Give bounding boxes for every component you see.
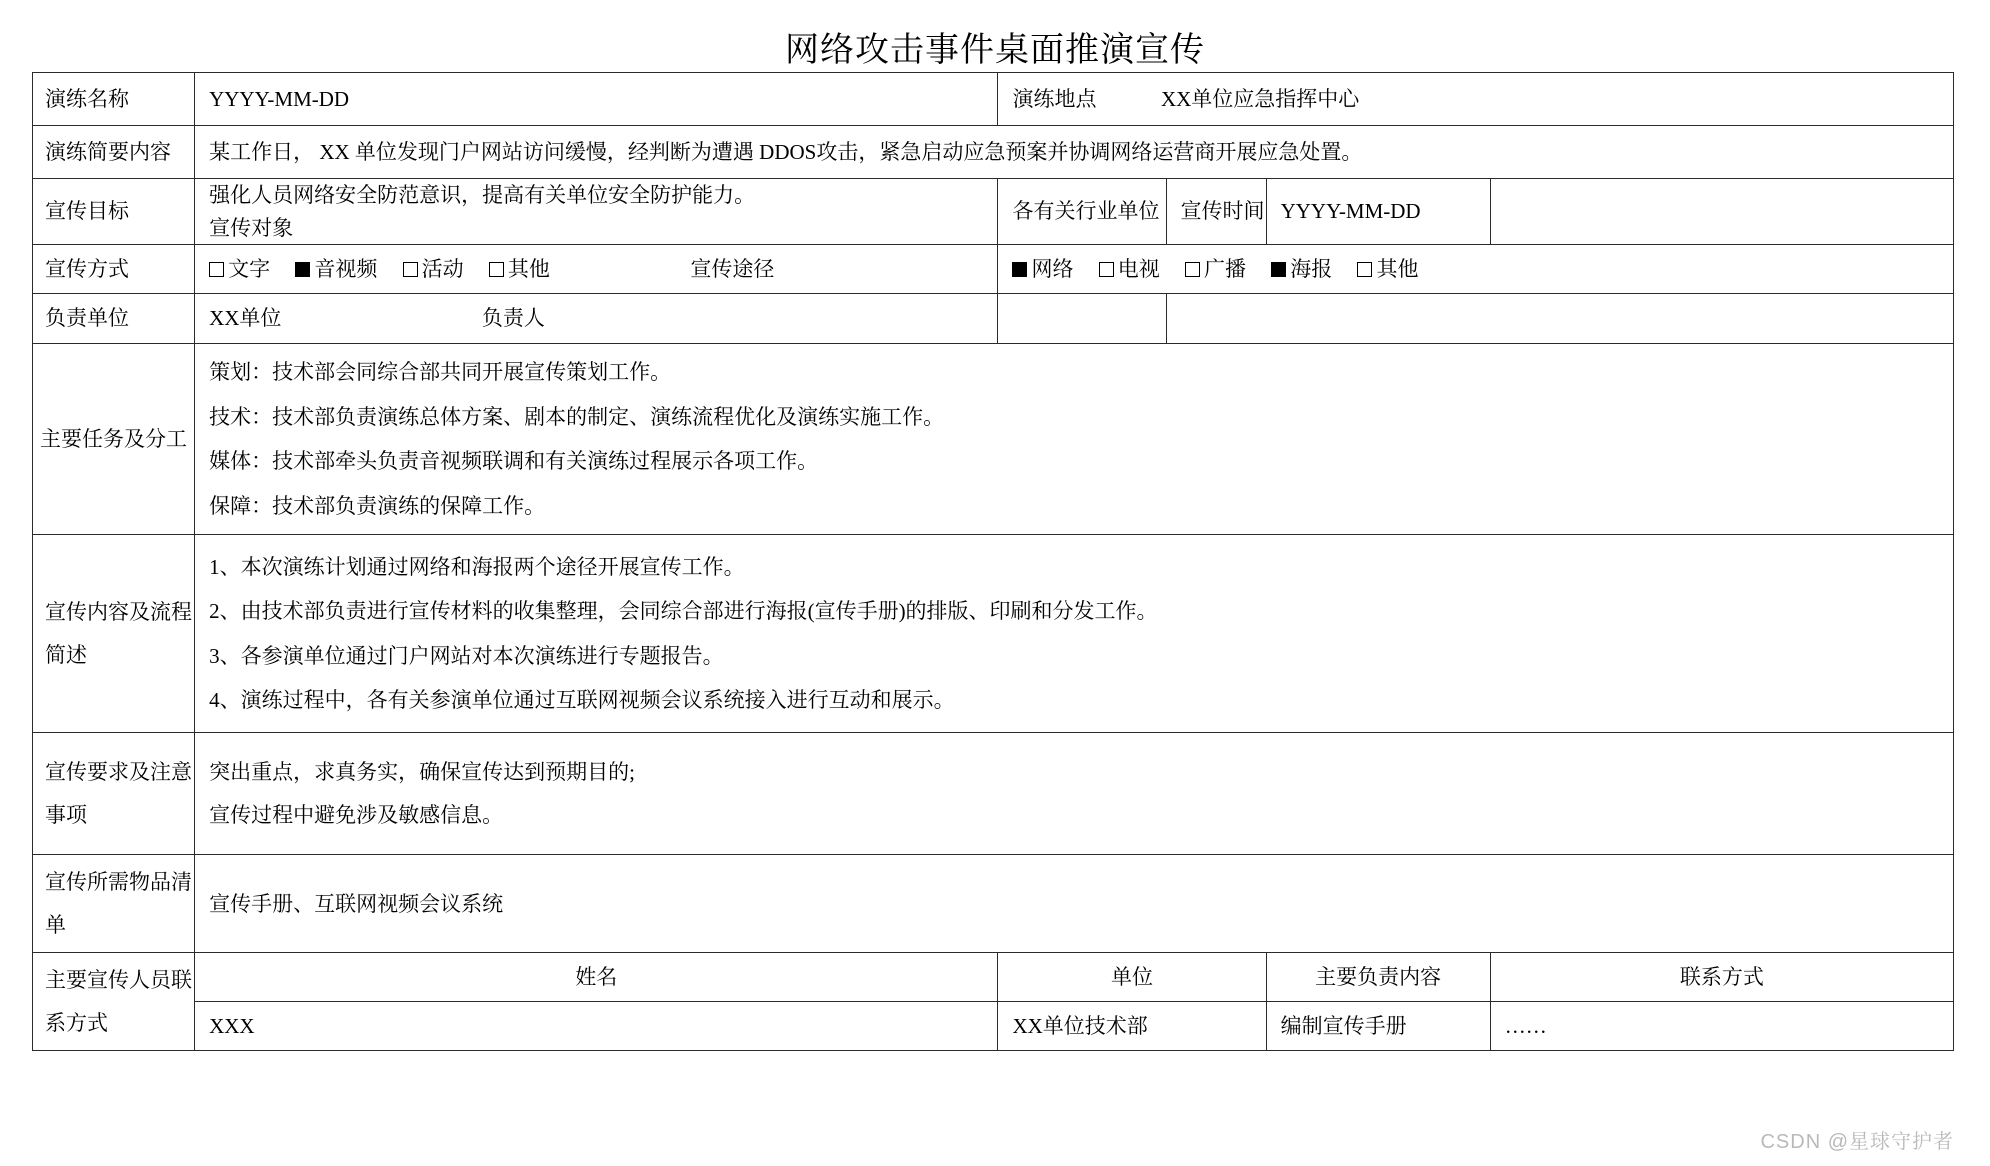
table-row-contacts-data: [33, 1002, 1954, 1051]
label-promo-audience: 宣传对象: [209, 215, 294, 240]
table-row-promo-content: [33, 535, 1954, 733]
label-responsible-person: 负责人: [481, 306, 545, 331]
checkbox-label: 其他: [1376, 256, 1419, 281]
table-row-promo-items: [33, 855, 1954, 953]
checkbox-label: 活动: [421, 256, 464, 281]
list-item: 策划：技术部会同综合部共同开展宣传策划工作。: [209, 360, 672, 385]
list-item: 宣传过程中避免涉及敏感信息。: [209, 802, 504, 827]
cell-contact-duty[interactable]: 编制宣传手册: [1266, 1002, 1490, 1051]
list-item: 2、由技术部负责进行宣传材料的收集整理，会同综合部进行海报(宣传手册)的排版、印刷和分发工作。: [209, 599, 1158, 624]
label-line: 宣传所需物品清: [45, 870, 192, 895]
value-promo-time[interactable]: YYYY-MM-DD: [1266, 179, 1490, 245]
column-header-unit: 单位: [998, 953, 1266, 1002]
label-line: 主要宣传人员联: [45, 968, 192, 993]
label-drill-location: 演练地点: [1012, 86, 1097, 111]
value-drill-location[interactable]: XX单位应急指挥中心: [1160, 86, 1360, 111]
table-row-drill-name: [33, 73, 1954, 126]
label-promo-requirements: [33, 733, 195, 855]
drill-promotion-form: [32, 72, 1954, 1051]
cell-promo-goal-value: [195, 179, 998, 245]
table-row-promo-goal: [33, 179, 1954, 245]
value-promo-audience[interactable]: 各有关行业单位: [998, 179, 1166, 245]
table-row-promo-method: [33, 245, 1954, 294]
cell-promo-goal-spare: [1490, 179, 1953, 245]
label-line: 宣传内容及流程: [45, 600, 192, 625]
label-drill-summary: 演练简要内容: [33, 126, 195, 179]
value-responsible-unit[interactable]: XX单位: [209, 306, 282, 331]
cell-drill-location: [998, 73, 1954, 126]
cell-promo-method-options: [195, 245, 998, 294]
list-item: 4、演练过程中，各有关参演单位通过互联网视频会议系统接入进行互动和展示。: [209, 688, 955, 713]
cell-promo-channel-options: [998, 245, 1954, 294]
checkbox-icon[interactable]: [403, 262, 418, 277]
label-responsible-unit: 负责单位: [33, 294, 195, 344]
cell-promo-content: [195, 535, 1954, 733]
cell-promo-requirements: [195, 733, 1954, 855]
column-header-duty: 主要负责内容: [1266, 953, 1490, 1002]
column-header-contact: 联系方式: [1490, 953, 1953, 1002]
watermark: CSDN @星球守护者: [1760, 1131, 1954, 1153]
form-table-container: [32, 72, 1954, 1051]
cell-responsible-spare: [1166, 294, 1953, 344]
list-item: 3、各参演单位通过门户网站对本次演练进行专题报告。: [209, 643, 724, 668]
label-main-tasks: 主要任务及分工: [33, 344, 195, 535]
checkbox-channel-radio[interactable]: [1185, 253, 1246, 286]
cell-responsible-unit-value: [195, 294, 998, 344]
cell-contact-unit[interactable]: XX单位技术部: [998, 1002, 1266, 1051]
checkbox-label: 电视: [1117, 256, 1160, 281]
label-promo-goal: 宣传目标: [33, 179, 195, 245]
checkbox-option-other[interactable]: [489, 253, 550, 286]
list-item: 突出重点，求真务实，确保宣传达到预期目的;: [209, 760, 635, 785]
checkbox-channel-poster[interactable]: [1271, 253, 1332, 286]
checkbox-checked-icon[interactable]: [1271, 262, 1286, 277]
table-row-drill-summary: [33, 126, 1954, 179]
label-line: 简述: [45, 642, 87, 667]
label-line: 系方式: [45, 1010, 108, 1035]
checkbox-icon[interactable]: [1099, 262, 1114, 277]
checkbox-channel-other[interactable]: [1357, 253, 1418, 286]
table-row-promo-requirements: [33, 733, 1954, 855]
checkbox-option-text[interactable]: [209, 253, 270, 286]
promo-requirements-list: [209, 745, 1953, 842]
list-item: 保障：技术部负责演练的保障工作。: [209, 493, 546, 518]
checkbox-label: 其他: [507, 256, 550, 281]
checkbox-option-av[interactable]: [295, 253, 377, 286]
main-tasks-list: [209, 344, 1953, 534]
cell-contact-info[interactable]: ……: [1490, 1002, 1953, 1051]
checkbox-label: 海报: [1290, 256, 1333, 281]
checkbox-checked-icon[interactable]: [295, 262, 310, 277]
table-row-main-tasks: [33, 344, 1954, 535]
checkbox-icon[interactable]: [209, 262, 224, 277]
label-line: 事项: [45, 802, 87, 827]
table-row-contacts-header: [33, 953, 1954, 1002]
label-promo-items: [33, 855, 195, 953]
label-line: 宣传要求及注意: [45, 760, 192, 785]
list-item: 技术：技术部负责演练总体方案、剧本的制定、演练流程优化及演练实施工作。: [209, 404, 945, 429]
list-item: 1、本次演练计划通过网络和海报两个途径开展宣传工作。: [209, 554, 745, 579]
checkbox-channel-tv[interactable]: [1099, 253, 1160, 286]
cell-contact-name[interactable]: XXX: [195, 1002, 998, 1051]
checkbox-channel-network[interactable]: [1012, 253, 1073, 286]
checkbox-label: 广播: [1203, 256, 1246, 281]
checkbox-checked-icon[interactable]: [1012, 262, 1027, 277]
checkbox-icon[interactable]: [489, 262, 504, 277]
label-contacts: [33, 953, 195, 1051]
checkbox-icon[interactable]: [1185, 262, 1200, 277]
checkbox-label: 网络: [1031, 256, 1074, 281]
label-promo-time: 宣传时间: [1166, 179, 1266, 245]
checkbox-icon[interactable]: [1357, 262, 1372, 277]
cell-main-tasks: [195, 344, 1954, 535]
table-row-responsible-unit: [33, 294, 1954, 344]
list-item: 媒体：技术部牵头负责音视频联调和有关演练过程展示各项工作。: [209, 449, 819, 474]
label-line: 单: [45, 912, 66, 937]
value-drill-summary[interactable]: 某工作日， XX 单位发现门户网站访问缓慢，经判断为遭遇 DDOS攻击，紧急启动应急预案并协调网络运营商开展应急处置。: [195, 126, 1954, 179]
value-responsible-person[interactable]: [998, 294, 1166, 344]
value-drill-name[interactable]: YYYY-MM-DD: [195, 73, 998, 126]
checkbox-option-activity[interactable]: [403, 253, 464, 286]
checkbox-label: 文字: [228, 256, 271, 281]
label-promo-channel: 宣传途径: [690, 256, 775, 281]
value-promo-goal[interactable]: 强化人员网络安全防范意识，提高有关单位安全防护能力。: [209, 183, 756, 207]
page-title: 网络攻击事件桌面推演宣传: [785, 32, 1205, 69]
checkbox-label: 音视频: [314, 256, 378, 281]
promo-content-list: [209, 539, 1953, 729]
label-promo-method: 宣传方式: [33, 245, 195, 294]
label-drill-name: 演练名称: [33, 73, 195, 126]
column-header-name: 姓名: [195, 953, 998, 1002]
label-promo-content: [33, 535, 195, 733]
value-promo-items[interactable]: 宣传手册、互联网视频会议系统: [195, 855, 1954, 953]
